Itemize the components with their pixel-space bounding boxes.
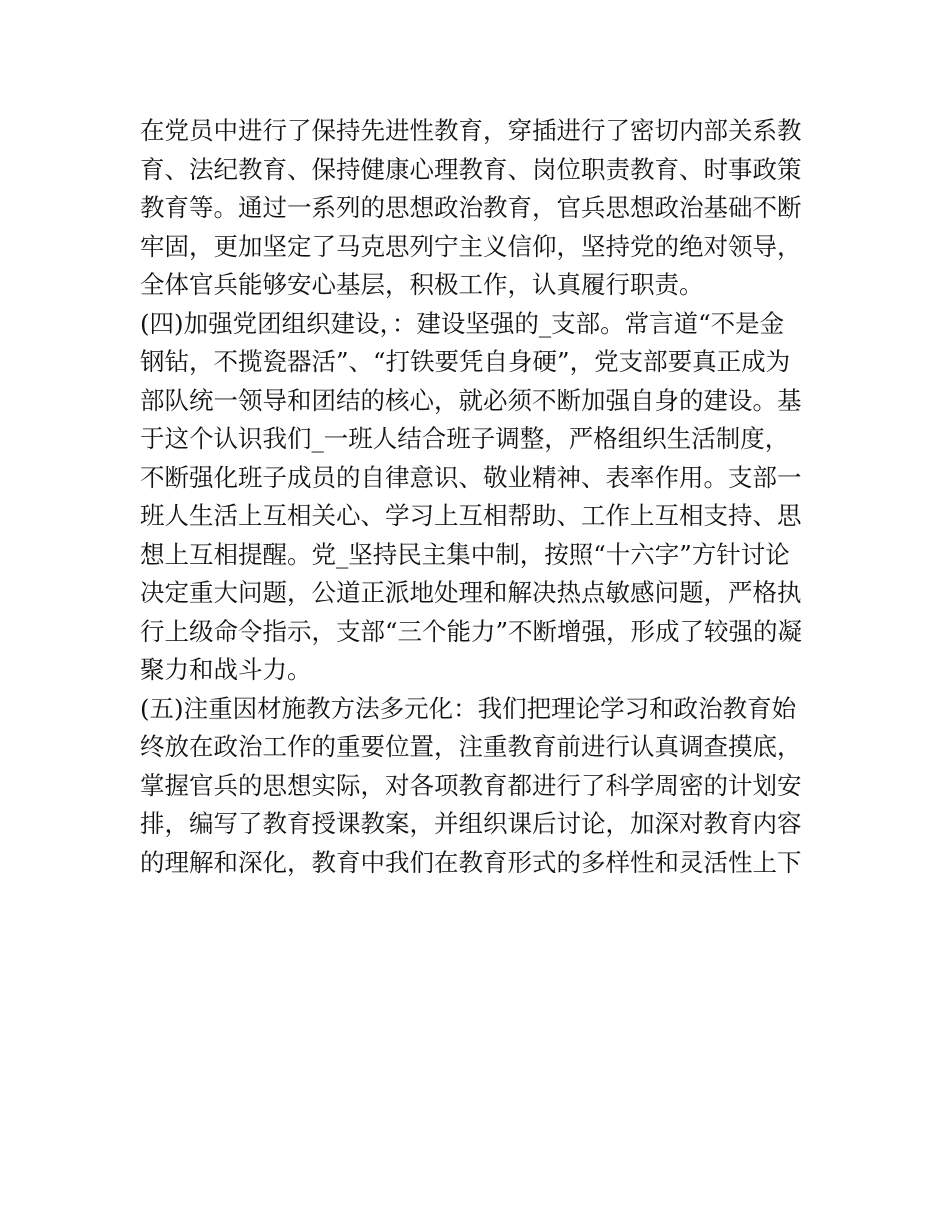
text-line-14: 行上级命令指示，支部“三个能力”不断增强，形成了较强的凝 — [140, 616, 803, 646]
text-line-6: (四)加强党团组织建设，：建设坚强的_支部。常言道“不是金 — [140, 308, 785, 338]
text-line-1: 在党员中进行了保持先进性教育，穿插进行了密切内部关系教 — [140, 116, 802, 145]
text-line-10: 不断强化班子成员的自律意识、敬业精神、表率作用。支部一 — [140, 462, 802, 492]
text-line-19: 排，编写了教育授课教案，并组织课后讨论，加深对教育内容 — [140, 809, 802, 838]
text-line-4: 牢固，更加坚定了马克思列宁主义信仰，坚持党的绝对领导， — [140, 231, 802, 261]
text-line-12: 想上互相提醒。党_坚持民主集中制，按照“十六字”方针讨论 — [140, 539, 790, 569]
text-line-8: 部队统一领导和团结的核心，就必须不断加强自身的建设。基 — [140, 385, 802, 415]
text-line-5: 全体官兵能够安心基层，积极工作，认真履行职责。 — [140, 270, 704, 299]
text-line-16: (五)注重因材施教方法多元化：我们把理论学习和政治教育始 — [140, 693, 797, 723]
text-line-2: 育、法纪教育、保持健康心理教育、岗位职责教育、时事政策 — [140, 154, 802, 184]
text-line-15: 聚力和战斗力。 — [140, 655, 312, 684]
text-line-17: 终放在政治工作的重要位置，注重教育前进行认真调查摸底， — [140, 732, 802, 761]
text-line-20: 的理解和深化，教育中我们在教育形式的多样性和灵活性上下 — [140, 847, 802, 877]
body-text — [140, 112, 820, 882]
text-line-3: 教育等。通过一系列的思想政治教育，官兵思想政治基础不断 — [140, 193, 802, 222]
text-line-13: 决定重大问题，公道正派地处理和解决热点敏感问题，严格执 — [140, 578, 802, 607]
text-line-18: 掌握官兵的思想实际，对各项教育都进行了科学周密的计划安 — [140, 770, 802, 800]
text-line-9: 于这个认识我们_一班人结合班子调整，严格组织生活制度， — [140, 424, 790, 453]
text-line-11: 班人生活上互相关心、学习上互相帮助、工作上互相支持、思 — [140, 501, 802, 530]
text-line-7: 钢钻，不揽瓷器活”、“打铁要凭自身硬”，党支部要真正成为 — [140, 347, 791, 376]
